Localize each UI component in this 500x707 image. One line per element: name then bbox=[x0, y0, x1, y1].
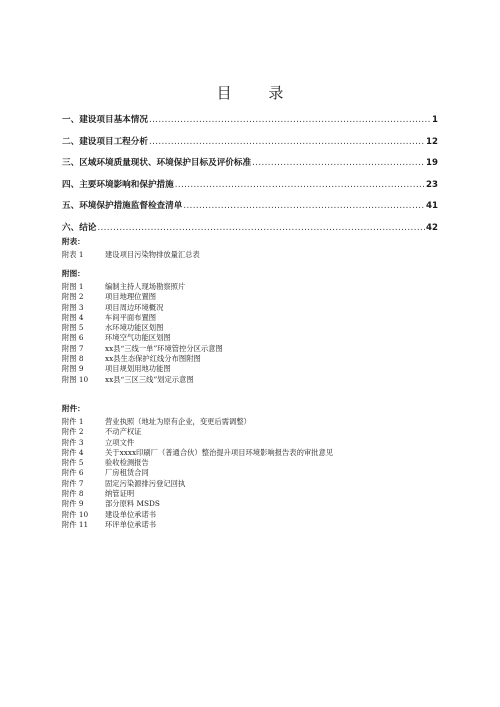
toc-entry[interactable] bbox=[62, 135, 438, 157]
item-number: 附件 6 bbox=[62, 468, 84, 478]
toc-entry-page: 23 bbox=[426, 179, 438, 190]
list-item bbox=[62, 333, 223, 343]
item-text: 厂房租赁合同 bbox=[105, 468, 149, 478]
toc-entry-label: 一、建设项目基本情况 bbox=[62, 115, 148, 125]
item-number: 附图 7 bbox=[62, 343, 84, 353]
item-text: 车间平面布置图 bbox=[105, 312, 157, 322]
toc-entry[interactable] bbox=[62, 113, 438, 135]
list-item bbox=[62, 375, 223, 385]
list-item bbox=[62, 303, 223, 313]
item-text: 项目周边环境概况 bbox=[105, 302, 164, 312]
item-text: 建设单位承诺书 bbox=[105, 509, 157, 519]
page-title: 目 录 bbox=[216, 84, 300, 102]
item-text: 立项文件 bbox=[105, 437, 135, 447]
list-item bbox=[62, 417, 333, 427]
item-number: 附件 1 bbox=[62, 417, 84, 426]
item-text: xx县“三区三线”划定示意图 bbox=[105, 374, 194, 384]
item-text: xx县生态保护红线分布图附图 bbox=[105, 354, 201, 364]
item-text: 环评单位承诺书 bbox=[105, 519, 157, 529]
item-number: 附件 10 bbox=[62, 509, 89, 519]
item-text: 编制主持人现场勘察照片 bbox=[105, 282, 186, 291]
toc-entry-page: 12 bbox=[426, 136, 438, 147]
item-number: 附图 5 bbox=[62, 323, 84, 333]
toc-entry[interactable] bbox=[62, 178, 438, 200]
toc-entry-page: 19 bbox=[426, 158, 438, 169]
list-item bbox=[62, 468, 333, 478]
toc-entry[interactable] bbox=[62, 156, 438, 178]
item-number: 附件 8 bbox=[62, 489, 84, 499]
item-text: 建设项目污染物排放量汇总表 bbox=[105, 250, 200, 259]
toc-leader-dots bbox=[175, 180, 425, 190]
toc-leader-dots bbox=[149, 137, 425, 147]
item-text: 水环境功能区划图 bbox=[105, 323, 164, 333]
attachments-section bbox=[62, 403, 333, 530]
item-text: xx县“三线一单”环境管控分区示意图 bbox=[105, 343, 223, 353]
list-item bbox=[62, 313, 223, 323]
list-item bbox=[62, 323, 223, 333]
list-item bbox=[62, 250, 200, 260]
item-number: 附件 7 bbox=[62, 478, 84, 488]
item-number: 附图 3 bbox=[62, 302, 84, 312]
toc-entry-label: 四、主要环境影响和保护措施 bbox=[62, 179, 174, 190]
toc-leader-dots bbox=[252, 158, 425, 168]
list-item bbox=[62, 489, 333, 499]
toc-entry-label: 六、结论 bbox=[62, 222, 97, 233]
list-item bbox=[62, 427, 333, 437]
toc-entry-page: 42 bbox=[426, 222, 438, 233]
toc-leader-dots bbox=[97, 223, 425, 233]
item-text: 固定污染源排污登记回执 bbox=[105, 478, 186, 488]
list-item bbox=[62, 344, 223, 354]
list-item bbox=[62, 479, 333, 489]
item-text: 验收检测报告 bbox=[105, 458, 149, 468]
item-number: 附图 9 bbox=[62, 364, 84, 374]
item-number: 附图 8 bbox=[62, 354, 84, 364]
figures-section bbox=[62, 268, 223, 385]
item-number: 附件 9 bbox=[62, 499, 84, 509]
toc-entry-page: 41 bbox=[426, 201, 438, 212]
toc-entry-page: 1 bbox=[432, 115, 438, 125]
schedules-heading: 附表： bbox=[62, 237, 85, 246]
list-item bbox=[62, 520, 333, 530]
item-text: 环境空气功能区划图 bbox=[105, 333, 171, 343]
schedules-section bbox=[62, 236, 200, 260]
toc-entry-label: 二、建设项目工程分析 bbox=[62, 136, 148, 147]
item-number: 附表 1 bbox=[62, 250, 84, 259]
list-item bbox=[62, 364, 223, 374]
item-number: 附件 2 bbox=[62, 427, 84, 437]
item-text: 不动产权证 bbox=[105, 427, 142, 437]
list-item bbox=[62, 282, 223, 292]
list-item bbox=[62, 354, 223, 364]
item-number: 附图 6 bbox=[62, 333, 84, 343]
toc-leader-dots bbox=[149, 115, 431, 125]
item-text: 部分原料 MSDS bbox=[105, 499, 160, 509]
list-item bbox=[62, 448, 333, 458]
item-number: 附件 4 bbox=[62, 447, 84, 457]
item-text: 项目规划用地功能图 bbox=[105, 364, 171, 374]
toc-entry-label: 三、区域环境质量现状、环境保护目标及评价标准 bbox=[62, 158, 252, 169]
item-number: 附件 3 bbox=[62, 437, 84, 447]
toc-leader-dots bbox=[183, 201, 425, 211]
list-item bbox=[62, 510, 333, 520]
item-text: 项目地理位置图 bbox=[105, 292, 157, 302]
item-number: 附件 11 bbox=[62, 519, 89, 529]
item-number: 附件 5 bbox=[62, 458, 84, 468]
list-item bbox=[62, 458, 333, 468]
item-text: 营业执照（地址为原有企业，变更后需调整） bbox=[105, 417, 251, 426]
attachments-heading: 附件： bbox=[62, 404, 85, 413]
item-text: 关于xxxx印刷厂（普通合伙）整治提升项目环境影响报告表的审批意见 bbox=[105, 447, 334, 457]
list-item bbox=[62, 292, 223, 302]
item-text: 纳管证明 bbox=[105, 489, 135, 499]
list-item bbox=[62, 499, 333, 509]
toc-entry-label: 五、环境保护措施监督检查清单 bbox=[62, 201, 183, 212]
table-of-contents bbox=[62, 113, 438, 243]
item-number: 附图 2 bbox=[62, 292, 84, 302]
item-number: 附图 4 bbox=[62, 312, 84, 322]
item-number: 附图 1 bbox=[62, 282, 84, 291]
list-item bbox=[62, 438, 333, 448]
item-number: 附图 10 bbox=[62, 374, 89, 384]
toc-entry[interactable] bbox=[62, 199, 438, 221]
figures-heading: 附图： bbox=[62, 269, 85, 278]
